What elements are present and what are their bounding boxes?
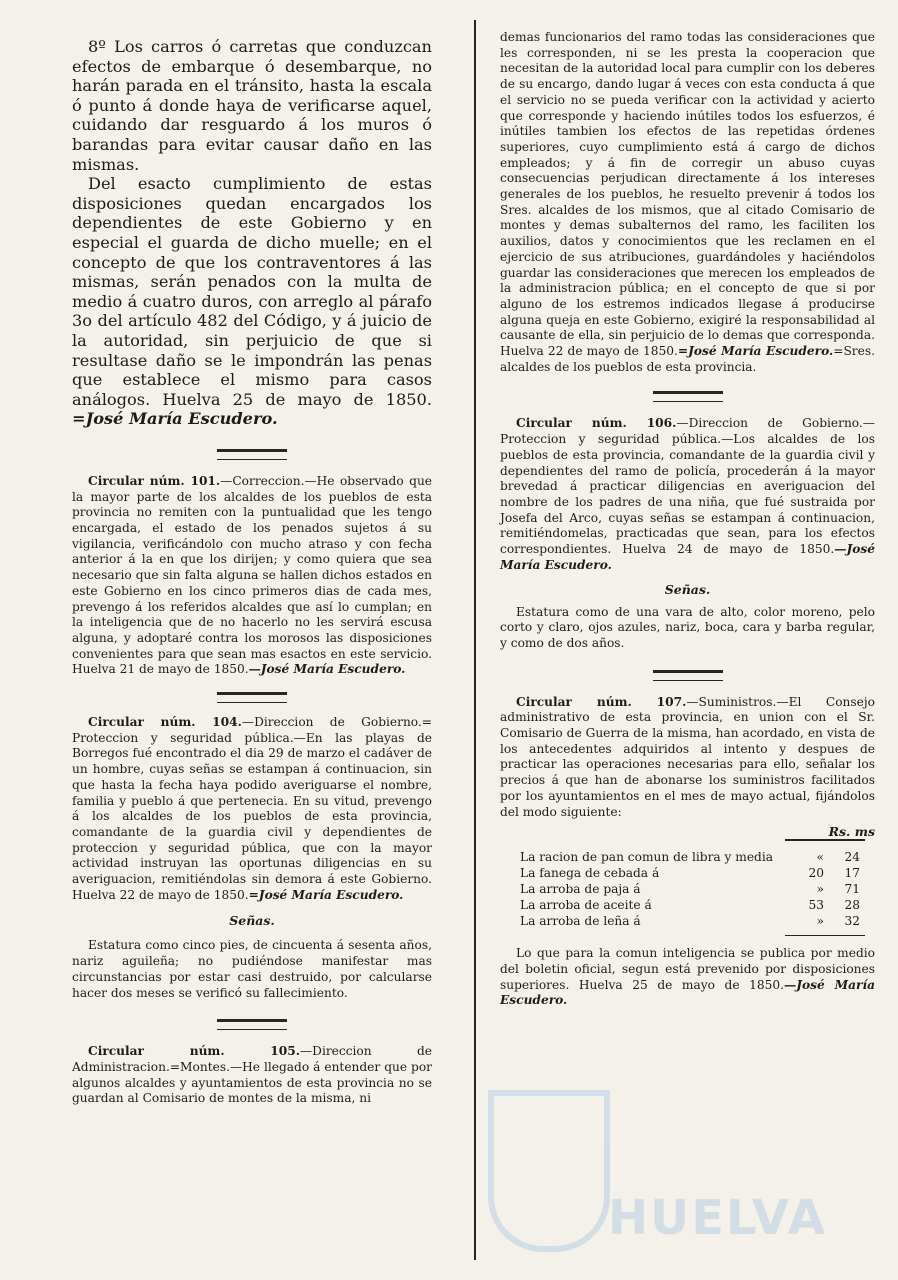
price-item: La arroba de paja á	[520, 882, 641, 897]
closing-notice-text: Lo que para la comun inteligencia se publica por medio del boletin oficial, segun está prevenido por disposiciones superiores. Huelva 25 de mayo de 1850.	[500, 946, 875, 992]
continuation-body: demas funcionarios del ramo todas las consideraciones que les corresponden, ni se les presta la cooperacion que necesitan de la autoridad local para cumplir con los deberes de su encargo, dando lugar á veces con esta conducta á que el servicio no se pueda verificar con la actividad y acierto que corresponde y haciendo inútiles todos los esfuerzos, é inútiles tambien los efectos de las repetidas órdenes superiores, cuyo cumplimiento está á cargo de dichos empleados; y á fin de corregir un abuso cuyas consecuencias perjudican directamente á los intereses generales de los pueblos, he resuelto prevenir á todos los Sres. alcaldes de los mismos, que al citado Comisario de montes y demas subalternos del ramo, les faciliten los auxilios, datos y conocimientos que les reclamen en el ejercicio de sus atribuciones, guardándoles y haciéndolos guardar las consideraciones que merecen los empleados de la administracion pública; en el concepto de que si por alguno de los estremos indicados llegase á producirse alguna queja en este Gobierno, exigiré la responsabilidad al causante de ella, sin perjuicio de lo demas que corresponda. Huelva 22 de mayo de 1850.	[500, 30, 875, 359]
circular-101-signature: —José María Escudero.	[248, 662, 406, 677]
watermark-text: HUELVA	[608, 1190, 827, 1246]
price-row	[520, 913, 860, 929]
price-reales: »	[816, 882, 824, 897]
price-reales: »	[816, 914, 824, 929]
circular-106-signature: —José María Escudero.	[500, 542, 875, 572]
signature: =José María Escudero.	[72, 409, 278, 429]
price-row	[520, 865, 860, 881]
circular-106-body: —Direccion de Gobierno.— Proteccion y seguridad pública.—Los alcaldes de los pueblos de esta provincia, comandante de la guardia civil y dependientes del ramo de policía, procederán á la mayor brevedad á practicar diligencias en averiguacion del nombre de los padres de una niña, que fué sustraida por Josefa del Arco, cuyas señas se estampan á continuacion, remitiéndomelas, practicadas que sean, para los efectos correspondientes. Huelva 24 de mayo de 1850.	[500, 416, 875, 557]
circular-101-body: —Correccion.—He observado que la mayor parte de los alcaldes de los pueblos de esta provincia no remiten con la puntualidad que les tengo encargada, el estado de los penados sujetos á su vigilancia, verificándolo con mucho atraso y con fecha anterior á la en que los dirijen; y como quiera que sea necesario que sin falta alguna se hallen dichos estados en este Gobierno en los cinco primeros dias de cada mes, prevengo á los referidos alcaldes que así lo cumplan; en la inteligencia que de no hacerlo no les servirá escusa alguna, y adoptaré contra los morosos las disposiciones convenientes para que sean mas esactos en este servicio. Huelva 21 de mayo de 1850.	[72, 473, 433, 677]
price-item: La arroba de leña á	[520, 914, 641, 929]
circular-105	[72, 1044, 432, 1107]
price-item: La fanega de cebada á	[520, 866, 660, 881]
circular-106-senas-heading: Señas.	[664, 581, 711, 597]
circular-101	[72, 474, 432, 678]
circular-105-heading: Circular núm. 105.	[88, 1044, 300, 1059]
circular-104	[72, 715, 432, 903]
circular-104-senas-heading: Señas.	[229, 913, 275, 929]
price-row	[520, 881, 860, 897]
price-reales: 53	[808, 898, 824, 913]
continuation-signature: =José María Escudero.	[677, 344, 834, 359]
closing-notice-signature: —José María Escudero.	[500, 977, 875, 1008]
price-maravedis: 17	[844, 866, 860, 881]
section-ornament	[217, 692, 287, 703]
section-ornament	[653, 670, 723, 681]
circular-104-signature: =José María Escudero.	[248, 887, 404, 902]
circular-104-body: —Direccion de Gobierno.= Proteccion y seguridad pública.—En las playas de Borregos fué encontrado el dia 29 de marzo el cadáver de un hombre, cuyas señas se estampan á continuacion, sin que hasta la fecha haya podido averiguarse el nombre, familia y pueblo á que pertenecia. En su vitud, prevengo á los alcaldes de los pueblos de esta provincia, comandante de la guardia civil y dependientes de proteccion y seguridad pública, que con la mayor actividad instruyan las oportunas diligencias en su averiguacion, remitiéndolas sin demora á este Gobierno. Huelva 22 de mayo de 1850.	[72, 715, 432, 902]
price-row	[520, 849, 860, 865]
article-8: 8º Los carros ó carretas que conduzcan efectos de embarque ó desembarque, no harán parada en el tránsito, hasta la escala ó punto á donde haya de verificarse aquel, cuidando dar resguardo á los muros ó barandas para evitar causar daño en las mismas.	[72, 37, 432, 174]
left-column	[72, 0, 432, 1107]
right-column	[500, 0, 875, 1009]
price-item: La arroba de aceite á	[520, 898, 652, 913]
circular-106	[500, 416, 875, 573]
archive-watermark	[488, 1060, 827, 1260]
price-maravedis: 24	[844, 850, 860, 865]
price-reales: «	[816, 850, 824, 865]
closing-notice	[500, 946, 875, 1009]
section-ornament	[217, 1019, 287, 1030]
circular-104-heading: Circular núm. 104.	[88, 715, 242, 730]
coat-of-arms-icon	[488, 1090, 610, 1252]
price-units: Rs. ms	[828, 824, 875, 840]
price-maravedis: 71	[844, 882, 860, 897]
circular-106-senas-text: Estatura como de una vara de alto, color moreno, pelo corto y claro, ojos azules, nariz, boca, cara y barba regular, y como de dos años.	[500, 604, 875, 650]
price-row	[520, 897, 860, 913]
price-item: La racion de pan comun de libra y media	[520, 850, 774, 865]
section-ornament	[653, 391, 723, 402]
circular-107	[500, 695, 875, 821]
circular-106-heading: Circular núm. 106.	[516, 416, 677, 431]
price-reales: 20	[808, 866, 824, 881]
circular-105-continuation	[500, 30, 875, 375]
closing-paragraph: Del esacto cumplimiento de estas disposiciones quedan encargados los dependientes de este Gobierno y en especial el guarda de dicho muelle; en el concepto de que los contraventores á las mismas, serán penados con la multa de medio á cuatro duros, con arreglo al párafo 3o del artículo 482 del Código, y á juicio de la autoridad, sin perjuicio de que si resultase daño se le impondrán las penas que establece el mismo para casos análogos. Huelva 25 de mayo de 1850.	[72, 174, 432, 409]
circular-101-heading: Circular núm. 101.	[88, 473, 221, 488]
continuation-addressee: =Sres. alcaldes de los pueblos de esta provincia.	[500, 344, 875, 374]
price-maravedis: 32	[844, 914, 860, 929]
section-ornament	[217, 449, 287, 460]
circular-104-senas-text: Estatura como cinco pies, de cincuenta á sesenta años, nariz aguileña; no pudiéndose manifestar mas circunstancias por estar casi destruido, por calcularse hacer dos meses se verificó su fallecimiento.	[72, 938, 432, 1000]
column-divider	[474, 20, 476, 1260]
price-maravedis: 28	[844, 898, 860, 913]
circular-107-heading: Circular núm. 107.	[516, 694, 687, 709]
circular-107-body: —Suministros.—El Consejo administrativo de esta provincia, en union con el Sr. Comisario de Guerra de la misma, han acordado, en vista de los antecedentes adquiridos al intento y despues de practicar las operaciones necesarias para ello, señalar los precios á que han de abonarse los suministros facilitados por los ayuntamientos en el mes de mayo actual, fijándolos del modo siguiente:	[500, 694, 875, 819]
circular-105-body: —Direccion de Administracion.=Montes.—He llegado á entender que por algunos alcaldes y ayuntamientos de esta provincia no se guardan al Comisario de montes de la misma, ni	[72, 1044, 432, 1106]
price-table	[520, 849, 860, 929]
